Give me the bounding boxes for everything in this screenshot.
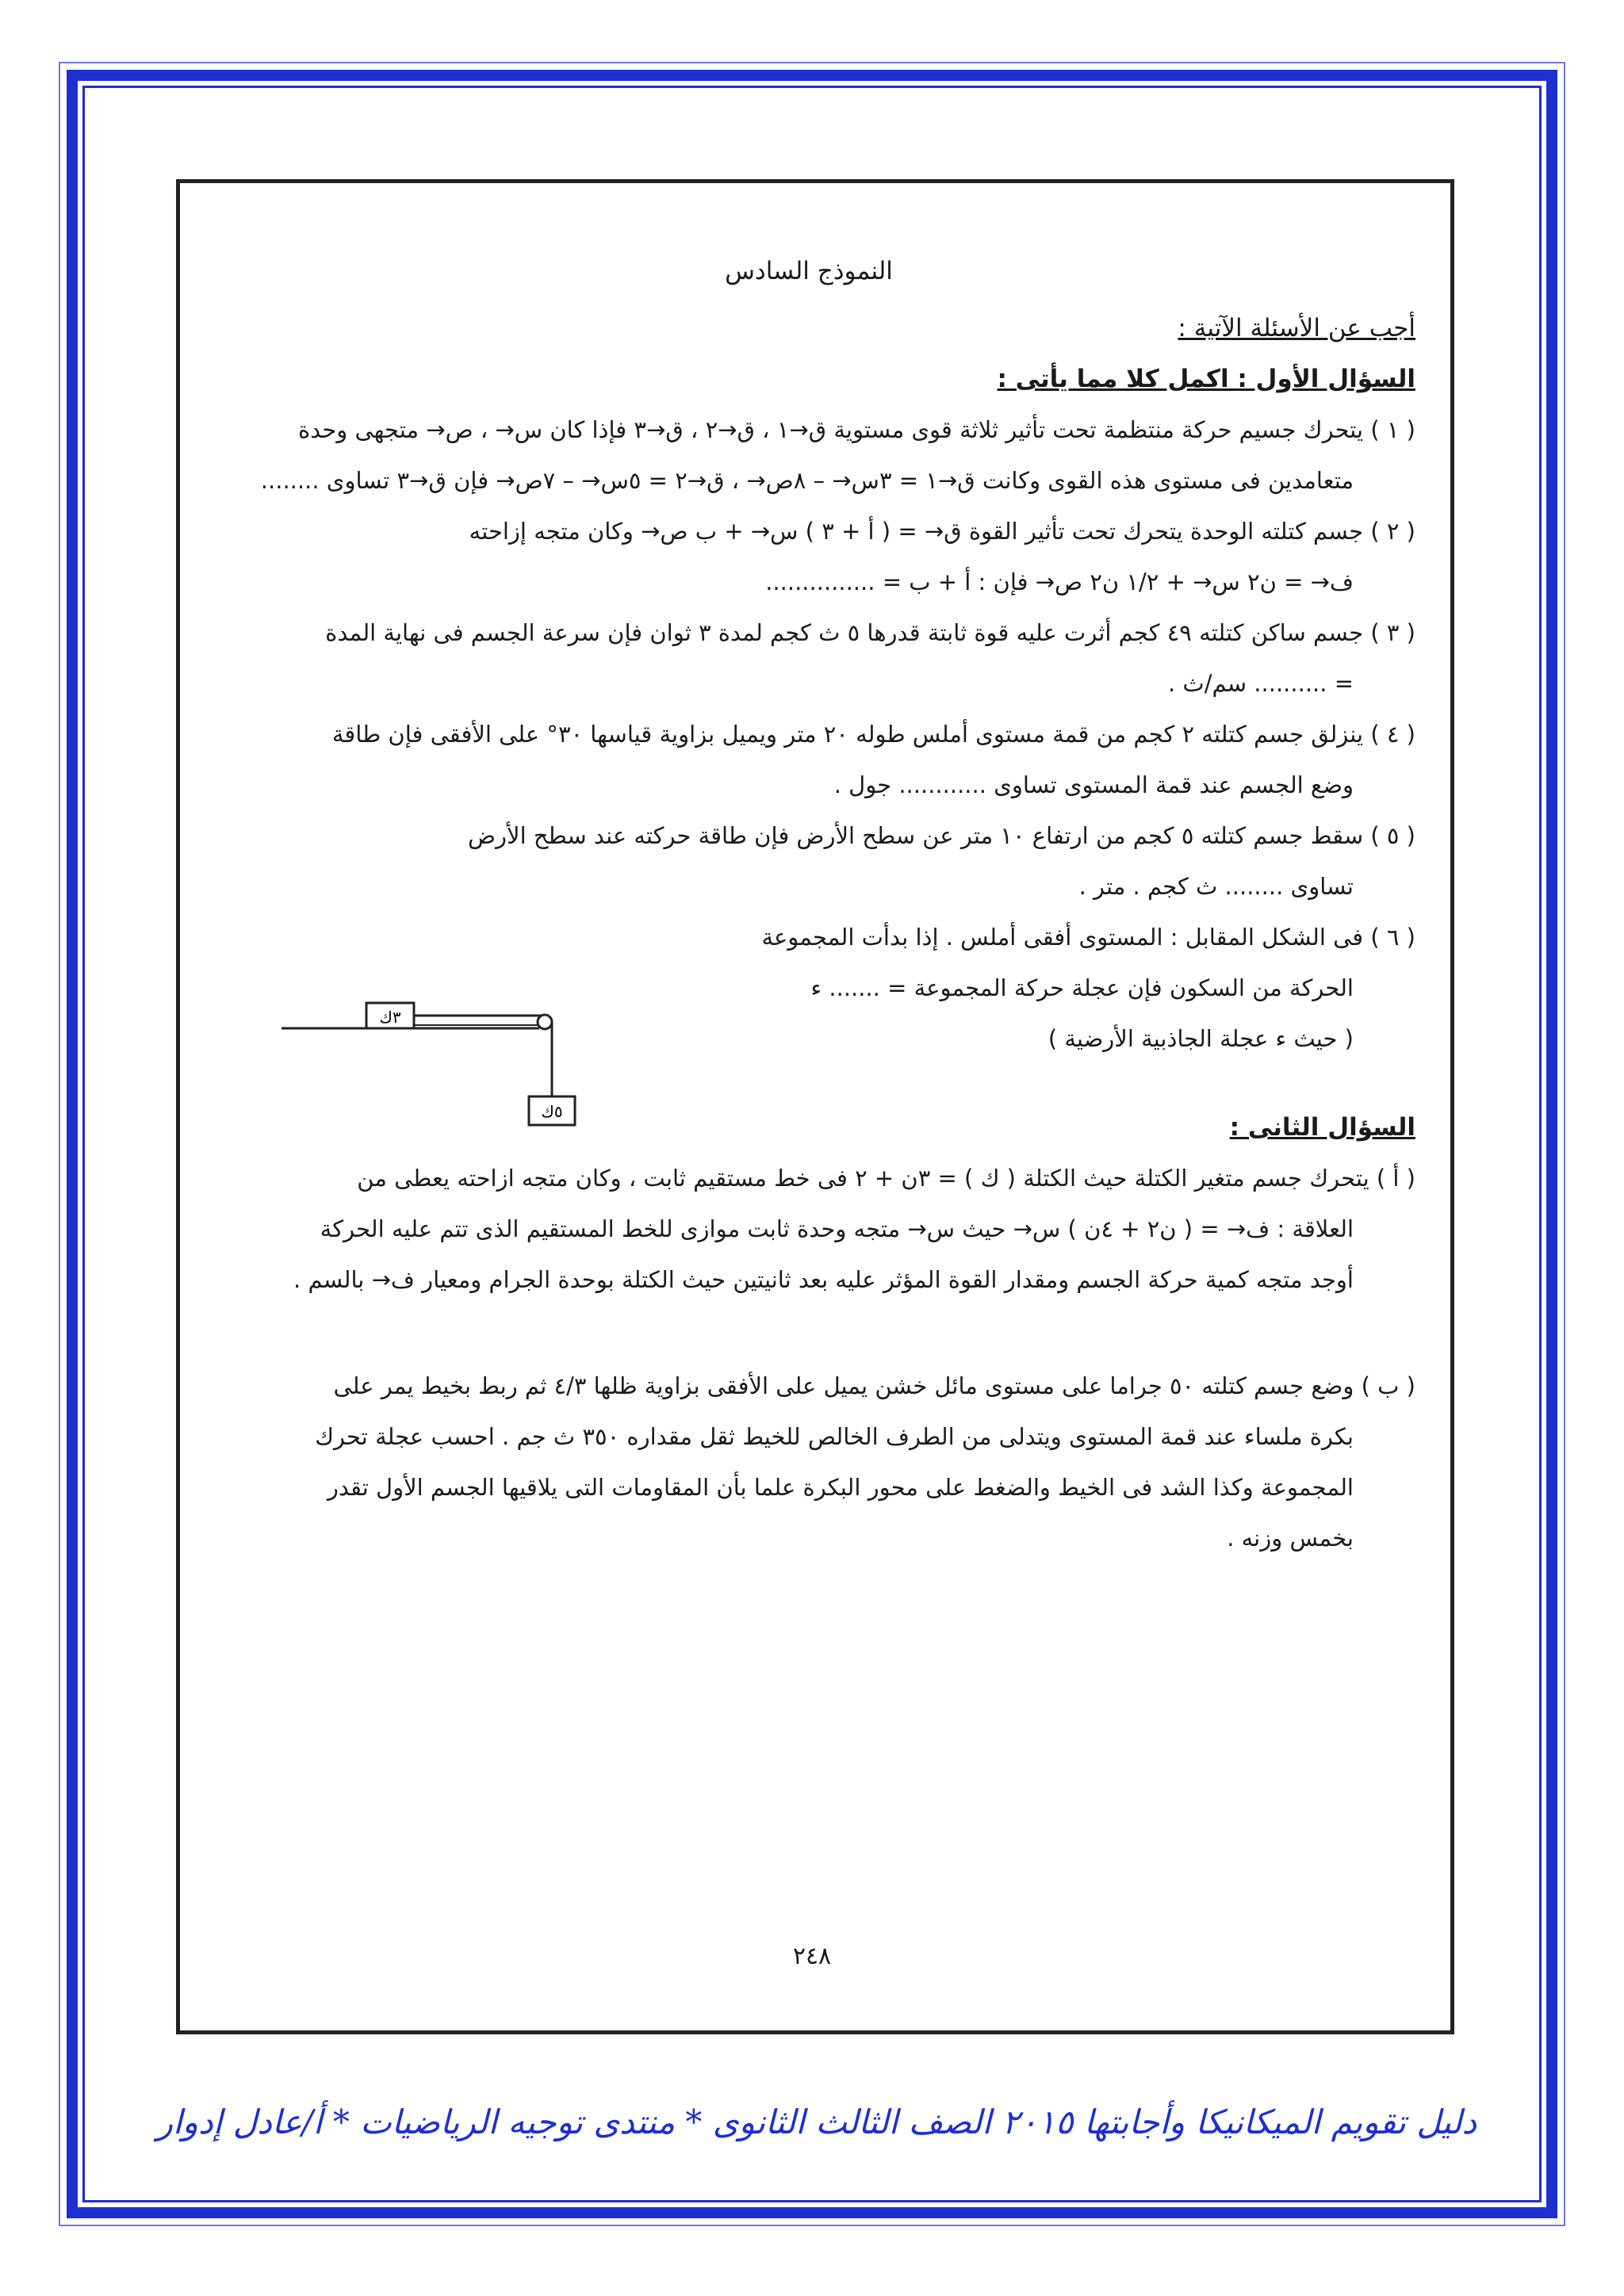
question-3-line-1: ( ٣ ) جسم ساكن كتلته ٤٩ كجم أثرت عليه قوة ثابتة قدرها ٥ ث كجم لمدة ٣ ثوان فإن سرعة الجسم فى نهاية المدة: [325, 619, 1415, 646]
question-b-line-2: بكرة ملساء عند قمة المستوى ويتدلى من الطرف الخالص للخيط ثقل مقداره ٣٥٠ ث جم . احسب عجلة تحرك: [315, 1423, 1354, 1450]
question-6-line-2: الحركة من السكون فإن عجلة حركة المجموعة = ....... ء: [810, 974, 1354, 1001]
question-4-line-2: وضع الجسم عند قمة المستوى تساوى ............ جول .: [833, 771, 1354, 798]
footer-credit: دليل تقويم الميكانيكا وأجابتها ٢٠١٥ الصف الثالث الثانوى * منتدى توجيه الرياضيات * أ/عادل إدوار: [156, 2103, 1477, 2141]
pulley-figure: [278, 995, 579, 1138]
question-1-line-2: متعامدين فى مستوى هذه القوى وكانت ق→١ = ٣س→ – ٨ص→ ، ق→٢ = ٥س→ – ٧ص→ فإن ق→٣ تساوى ........: [260, 467, 1354, 494]
hanging-mass-label: ٥ك: [541, 1102, 563, 1121]
question-4-line-1: ( ٤ ) ينزلق جسم كتلته ٢ كجم من قمة مستوى أملس طوله ٢٠ متر ويميل بزاوية قياسها ٣٠° على الأفقى فإن طاقة: [331, 721, 1415, 748]
exam-title: النموذج السادس: [725, 257, 893, 285]
pulley-icon: [538, 1015, 552, 1029]
question-b-line-1: ( ب ) وضع جسم كتلته ٥٠ جراما على مستوى مائل خشن يميل على الأفقى بزاوية ظلها ٤/٣ ثم ربط بخيط يمر على: [333, 1372, 1415, 1399]
question-3-line-2: = .......... سم/ث .: [1167, 670, 1354, 697]
question-2-line-1: ( ٢ ) جسم كتلته الوحدة يتحرك تحت تأثير القوة ق→ = ( أ + ٣ ) س→ + ب ص→ وكان متجه إزاحته: [469, 518, 1415, 545]
section-2-heading: السؤال الثانى :: [1229, 1113, 1415, 1142]
section-1-heading: السؤال الأول : اكمل كلا مما يأتى :: [997, 365, 1415, 393]
page-number: ٢٤٨: [792, 1942, 832, 1970]
question-a-line-1: ( أ ) يتحرك جسم متغير الكتلة حيث الكتلة ( ك ) = ٣ن + ٢ فى خط مستقيم ثابت ، وكان متجه ازاحته يعطى من: [357, 1165, 1415, 1192]
question-6-line-1: ( ٦ ) فى الشكل المقابل : المستوى أفقى أملس . إذا بدأت المجموعة: [761, 924, 1415, 951]
instructions: أجب عن الأسئلة الآتية :: [1178, 314, 1415, 342]
question-1-line-1: ( ١ ) يتحرك جسيم حركة منتظمة تحت تأثير ثلاثة قوى مستوية ق→١ ، ق→٢ ، ق→٣ فإذا كان س→ ، ص→ متجهى وحدة: [297, 416, 1415, 443]
question-a-line-3: أوجد متجه كمية حركة الجسم ومقدار القوة المؤثر عليه بعد ثانيتين حيث الكتلة بوحدة الجرام ومعيار ف→ بالسم .: [293, 1266, 1354, 1293]
exam-content: [202, 246, 1415, 1563]
question-5-line-2: تساوى ........ ث كجم . متر .: [1078, 873, 1354, 900]
question-b-line-3: المجموعة وكذا الشد فى الخيط والضغط على محور البكرة علما بأن المقاومات التى يلاقيها الجسم الأول تقدر: [327, 1474, 1354, 1501]
question-a-line-2: العلاقة : ف→ = ( ن٢ + ٤ن ) س→ حيث س→ متجه وحدة ثابت موازى للخط المستقيم الذى تتم عليه الحركة: [320, 1215, 1354, 1242]
question-b-line-4: بخمس وزنه .: [1227, 1525, 1354, 1552]
question-6-line-3: ( حيث ء عجلة الجاذبية الأرضية ): [1048, 1025, 1354, 1052]
question-5-line-1: ( ٥ ) سقط جسم كتلته ٥ كجم من ارتفاع ١٠ متر عن سطح الأرض فإن طاقة حركته عند سطح الأرض: [467, 822, 1415, 849]
table-mass-label: ٣ك: [379, 1008, 401, 1027]
question-2-line-2: ف→ = ن٢ س→ + ١/٢ ن٢ ص→ فإن : أ + ب = ...............: [765, 568, 1354, 595]
